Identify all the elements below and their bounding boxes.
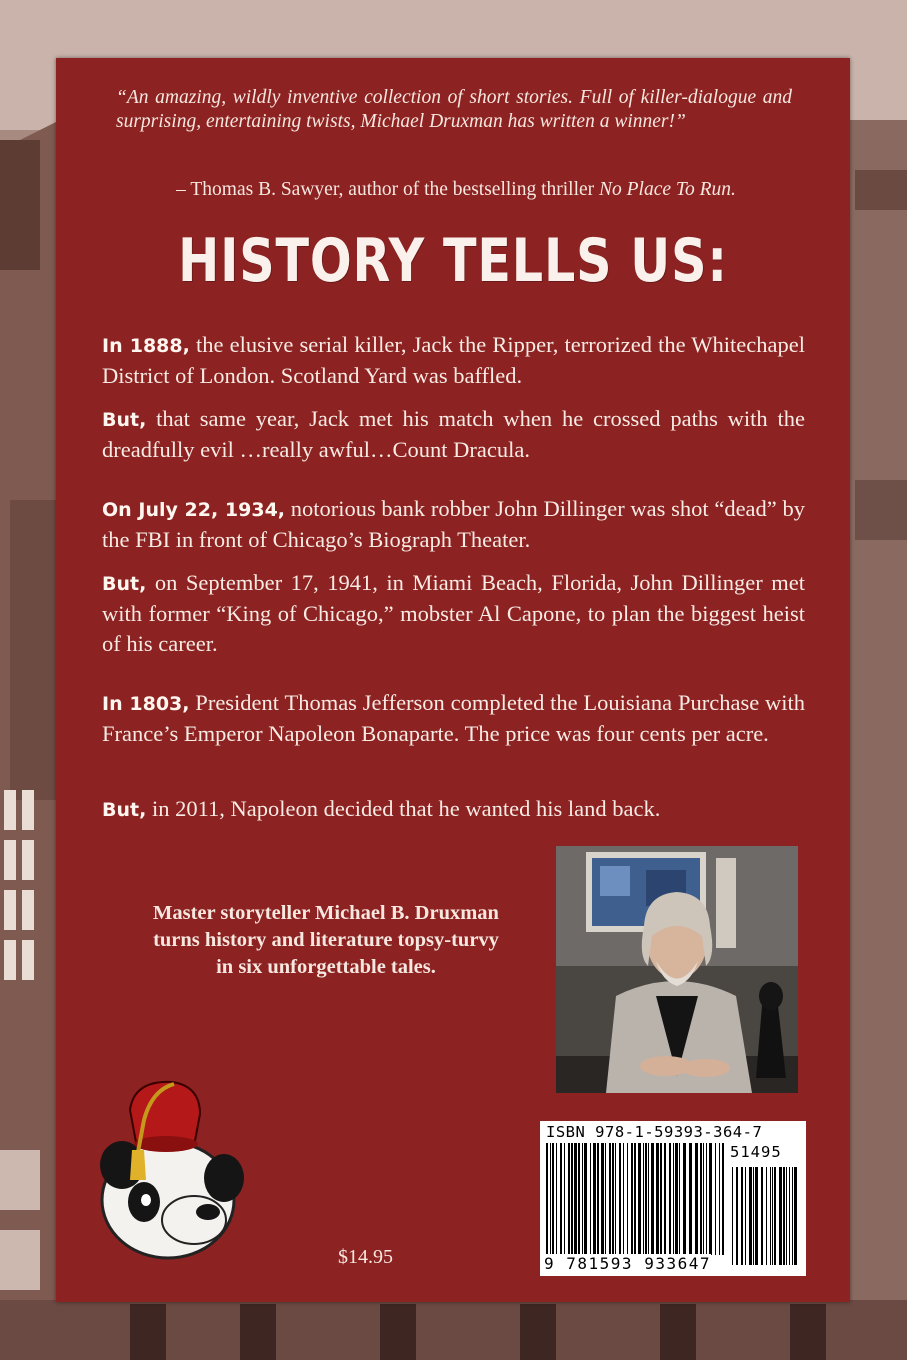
paragraph-text: the elusive serial killer, Jack the Ripper, terrorized the Whitechapel District of London. Scotland Yard was baffled.: [102, 332, 805, 388]
paragraph-napoleon: [102, 794, 805, 825]
paragraph-lead: But,: [102, 573, 147, 595]
paragraph-1803: [102, 688, 805, 749]
paragraph-dracula: [102, 404, 805, 465]
pitch-line: Master storyteller Michael B. Druxman: [153, 902, 499, 924]
paragraph-text: President Thomas Jefferson completed the Louisiana Purchase with France’s Emperor Napoleon Bonaparte. The price was four cents per acre.: [102, 690, 805, 746]
paragraph-lead: But,: [102, 799, 147, 821]
isbn-barcode: [540, 1121, 806, 1276]
paragraph-text: in 2011, Napoleon decided that he wanted his land back.: [146, 796, 661, 821]
pitch-line: in six unforgettable tales.: [216, 956, 436, 978]
author-photo: [556, 846, 798, 1093]
paragraph-capone: [102, 568, 805, 659]
paragraph-lead: In 1803,: [102, 693, 190, 715]
paragraph-1888: [102, 330, 805, 391]
author-pitch: [96, 900, 556, 981]
headline: HISTORY TELLS US:: [178, 226, 728, 296]
pitch-line: turns history and literature topsy-turvy: [153, 929, 499, 951]
paragraph-lead: In 1888,: [102, 335, 190, 357]
barcode-bars: [546, 1143, 800, 1267]
paragraph-lead: On July 22, 1934,: [102, 499, 286, 521]
attribution-text: – Thomas B. Sawyer, author of the bestselling thriller: [176, 179, 595, 200]
barcode-addon-number: 51495: [730, 1143, 782, 1161]
paragraph-1934: [102, 494, 805, 555]
paragraph-text: on September 17, 1941, in Miami Beach, Florida, John Dillinger met with former “King of Chicago,” mobster Al Capone, to plan the biggest heist of his career.: [102, 570, 805, 656]
isbn-number: ISBN 978-1-59393-364-7: [546, 1123, 763, 1141]
ean-number: 9 781593 933647: [544, 1254, 711, 1273]
review-quote: “An amazing, wildly inventive collection of short stories. Full of killer-dialogue and surprising, entertaining twists, Michael Druxman has written a winner!”: [116, 87, 792, 132]
quote-attribution: [116, 178, 796, 202]
paragraph-text: notorious bank robber John Dillinger was shot “dead” by the FBI in front of Chicago’s Biograph Theater.: [102, 496, 805, 552]
panda-with-fez-icon: [82, 1070, 250, 1268]
attribution-book-title: No Place To Run.: [599, 179, 736, 200]
back-cover-panel: [56, 58, 850, 1302]
price: $14.95: [338, 1246, 393, 1268]
paragraph-text: that same year, Jack met his match when he crossed paths with the dreadfully evil …really awful…Count Dracula.: [102, 406, 805, 462]
paragraph-lead: But,: [102, 409, 147, 431]
